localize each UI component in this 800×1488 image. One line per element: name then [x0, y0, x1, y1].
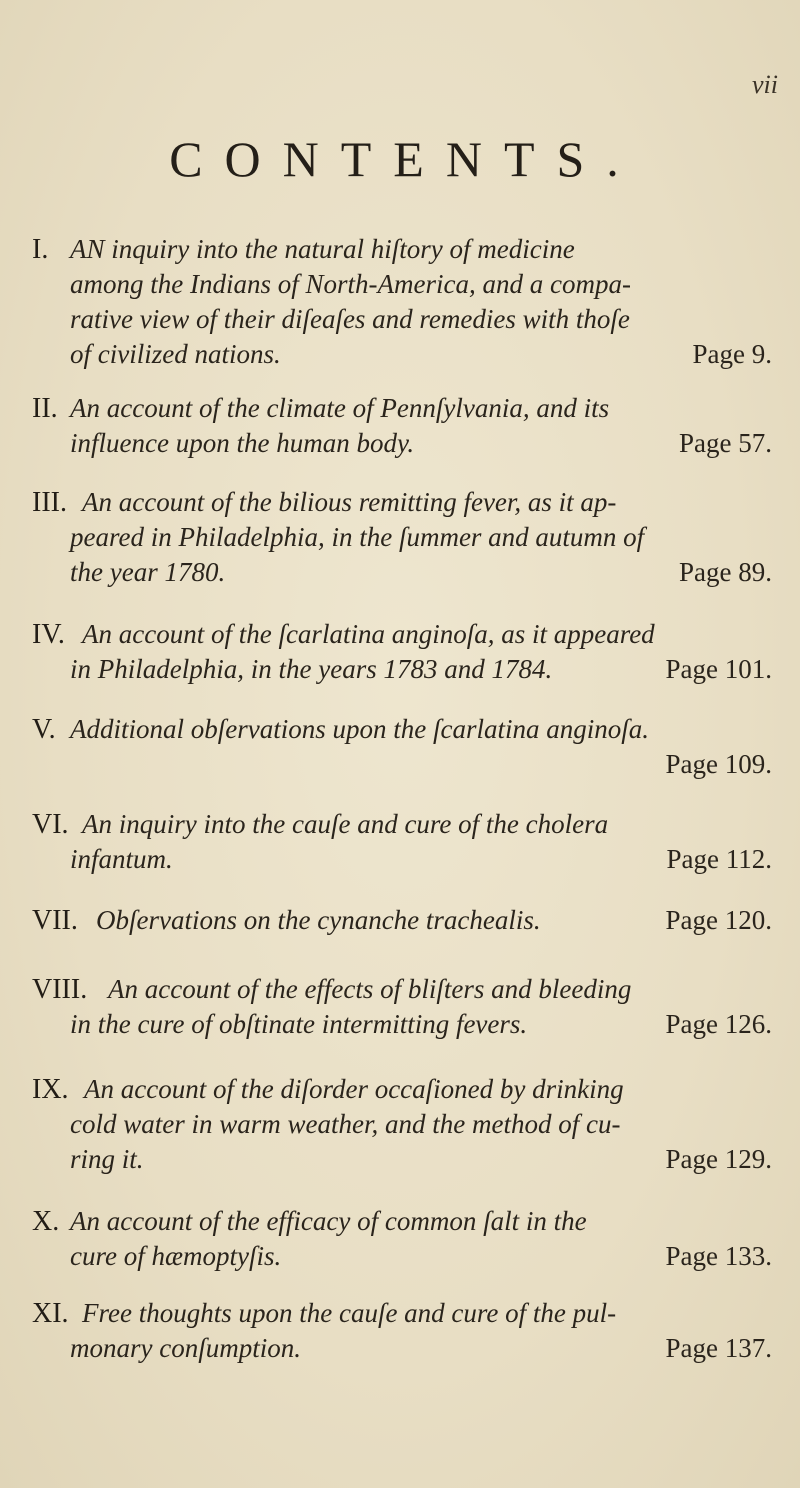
page-number: vii — [752, 70, 778, 99]
entry-page-ref: Page 120. — [665, 905, 772, 935]
entry-numeral: IV. — [32, 619, 65, 650]
entry-line: An account of the efficacy of common ſalt in the — [70, 1206, 587, 1236]
entry-page-ref: Page 109. — [665, 749, 772, 779]
entry-page-ref: Page 133. — [665, 1241, 772, 1271]
contents-entry-11 — [32, 1296, 772, 1366]
contents-entry-3 — [32, 485, 772, 590]
entry-numeral: VI. — [32, 809, 69, 840]
entry-page-ref: Page 57. — [679, 428, 772, 458]
entry-line: rative view of their diſeaſes and remedies with thoſe — [70, 304, 630, 334]
entry-line: An account of the effects of bliſters and bleeding — [108, 974, 632, 1004]
contents-entry-9 — [32, 1072, 772, 1177]
contents-entry-4 — [32, 617, 772, 687]
entry-line: An account of the climate of Pennſylvania, and its — [70, 393, 610, 423]
entry-page-ref: Page 137. — [665, 1333, 772, 1363]
entry-line: Additional obſervations upon the ſcarlatina anginoſa. — [70, 714, 649, 744]
contents-entry-5 — [32, 712, 772, 782]
entry-page-ref: Page 112. — [666, 844, 772, 874]
contents-heading: CONTENTS. — [169, 131, 641, 187]
entry-line: An inquiry into the cauſe and cure of the cholera — [82, 809, 609, 839]
entry-numeral: V. — [32, 714, 56, 745]
entry-line: An account of the diſorder occaſioned by drinking — [84, 1074, 624, 1104]
entry-line: cure of hæmoptyſis. — [70, 1241, 282, 1271]
entry-line: monary conſumption. — [70, 1333, 301, 1363]
contents-entry-2 — [32, 391, 772, 461]
entry-numeral: IX. — [32, 1074, 69, 1105]
contents-entry-1 — [32, 232, 772, 372]
entry-numeral: II. — [32, 393, 58, 424]
contents-entry-7 — [32, 903, 772, 938]
entry-line: among the Indians of North-America, and a compa- — [70, 269, 631, 299]
entry-numeral: I. — [32, 234, 49, 265]
entry-line: AN inquiry into the natural hiſtory of medicine — [70, 234, 575, 264]
entry-line: Free thoughts upon the cauſe and cure of the pul- — [82, 1298, 617, 1328]
entry-page-ref: Page 9. — [692, 339, 772, 369]
entry-line: the year 1780. — [70, 557, 226, 587]
entry-page-ref: Page 129. — [665, 1144, 772, 1174]
entry-line: peared in Philadelphia, in the ſummer and autumn of — [70, 522, 645, 552]
entry-numeral: VII. — [32, 905, 78, 936]
entry-line: An account of the bilious remitting fever, as it ap- — [82, 487, 617, 517]
entry-line: cold water in warm weather, and the method of cu- — [70, 1109, 621, 1139]
entry-line: infantum. — [70, 844, 173, 874]
entry-line: of civilized nations. — [70, 339, 281, 369]
entry-line: in Philadelphia, in the years 1783 and 1784. — [70, 654, 553, 684]
entry-numeral: X. — [32, 1206, 60, 1237]
entry-line: in the cure of obſtinate intermitting fevers. — [70, 1009, 528, 1039]
entry-page-ref: Page 89. — [679, 557, 772, 587]
entry-page-ref: Page 101. — [665, 654, 772, 684]
entry-numeral: III. — [32, 487, 67, 518]
entry-numeral: VIII. — [32, 974, 88, 1005]
entry-line: influence upon the human body. — [70, 428, 415, 458]
entry-line: ring it. — [70, 1144, 144, 1174]
entry-line: Obſervations on the cynanche trachealis. — [96, 905, 541, 935]
entry-numeral: XI. — [32, 1298, 69, 1329]
contents-entry-6 — [32, 807, 772, 877]
contents-entry-10 — [32, 1204, 772, 1274]
entry-line: An account of the ſcarlatina anginoſa, as it appeared — [82, 619, 655, 649]
entry-page-ref: Page 126. — [665, 1009, 772, 1039]
contents-entry-8 — [32, 972, 772, 1042]
